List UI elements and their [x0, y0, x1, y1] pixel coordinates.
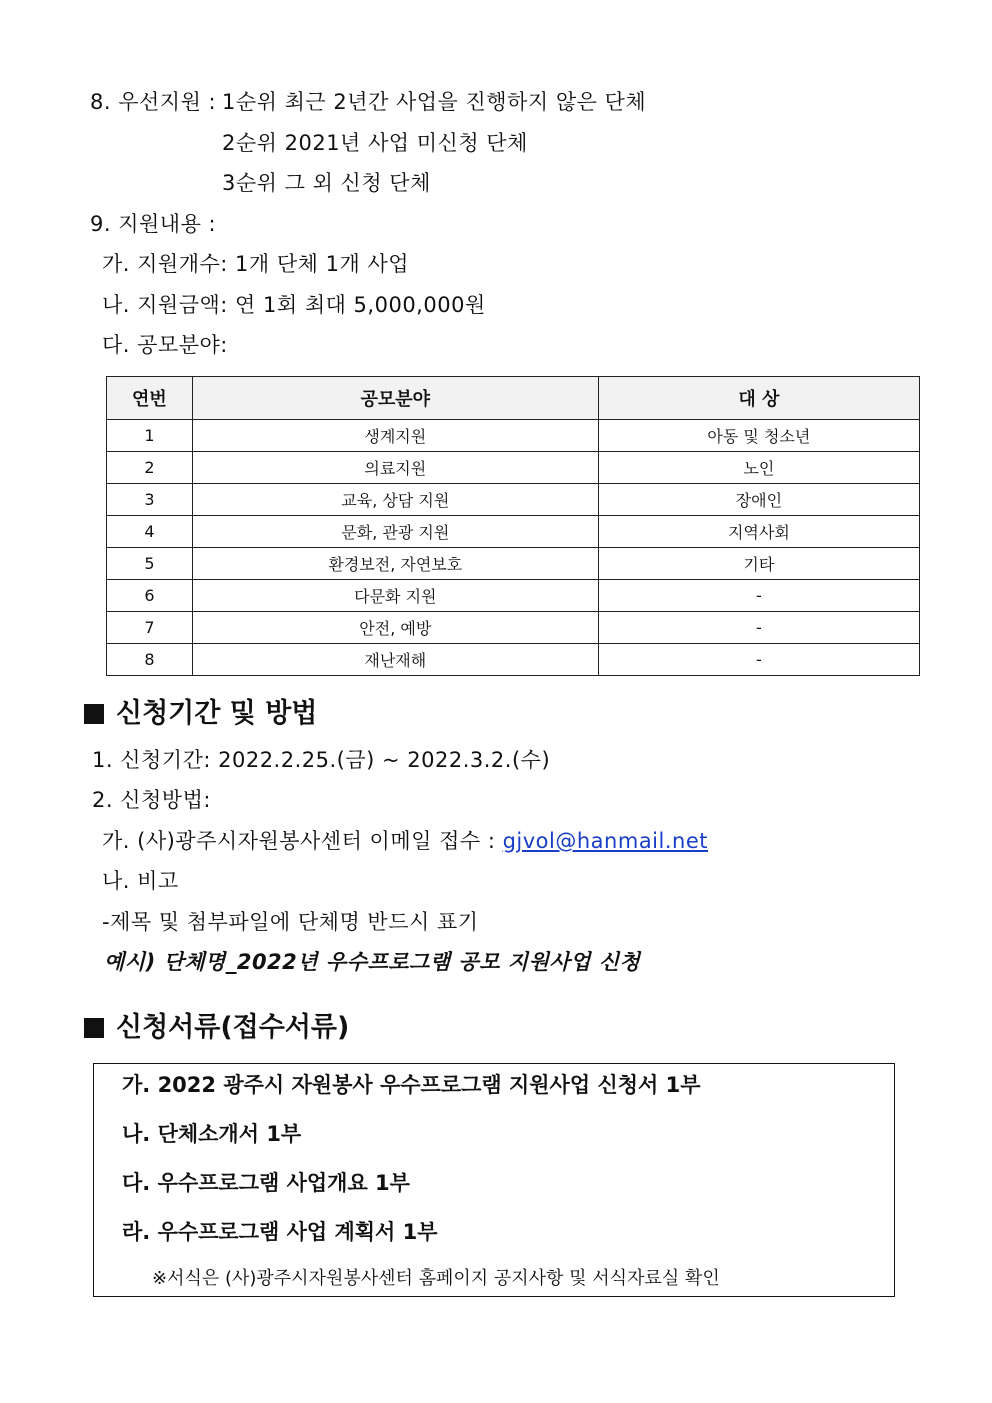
row-target: 기타	[598, 548, 919, 580]
documents-heading-text: 신청서류(접수서류)	[116, 1012, 350, 1043]
row-field: 생계지원	[192, 420, 598, 452]
square-bullet-icon	[84, 1018, 104, 1038]
priority-item-3: 3순위 그 외 신청 단체	[222, 171, 431, 195]
table-row	[107, 644, 920, 676]
priority-item-2: 2순위 2021년 사업 미신청 단체	[222, 131, 528, 155]
table-row	[107, 548, 920, 580]
table-row	[107, 452, 920, 484]
row-field: 안전, 예방	[192, 612, 598, 644]
priority-item-1: 1순위 최근 2년간 사업을 진행하지 않은 단체	[222, 90, 647, 114]
support-amount: 나. 지원금액: 연 1회 최대 5,000,000원	[102, 293, 486, 317]
row-target: 장애인	[598, 484, 919, 516]
row-field: 다문화 지원	[192, 580, 598, 612]
document-item: 라. 우수프로그램 사업 계획서 1부	[122, 1220, 438, 1244]
table-row	[107, 516, 920, 548]
example-text: 예시) 단체명_2022년 우수프로그램 공모 지원사업 신청	[104, 950, 641, 974]
table-row	[107, 580, 920, 612]
row-number: 8	[107, 644, 193, 676]
application-heading-text: 신청기간 및 방법	[116, 698, 318, 729]
fields-table	[106, 376, 920, 676]
document-item: 나. 단체소개서 1부	[122, 1122, 302, 1146]
row-field: 문화, 관광 지원	[192, 516, 598, 548]
row-field: 재난재해	[192, 644, 598, 676]
priority-label: 8. 우선지원 :	[90, 90, 217, 114]
remark-label: 나. 비고	[102, 869, 179, 893]
documents-heading	[84, 1011, 349, 1045]
email-link[interactable]: gjvol@hanmail.net	[502, 829, 708, 853]
application-method-label: 2. 신청방법:	[92, 788, 211, 812]
row-target: -	[598, 644, 919, 676]
application-period: 1. 신청기간: 2022.2.25.(금) ~ 2022.3.2.(수)	[92, 748, 551, 772]
row-number: 3	[107, 484, 193, 516]
row-field: 교육, 상담 지원	[192, 484, 598, 516]
table-row	[107, 484, 920, 516]
header-field: 공모분야	[192, 377, 598, 420]
table-row	[107, 612, 920, 644]
application-email-line	[102, 827, 708, 855]
row-number: 2	[107, 452, 193, 484]
documents-box	[93, 1063, 895, 1297]
document-item: 가. 2022 광주시 자원봉사 우수프로그램 지원사업 신청서 1부	[122, 1073, 701, 1097]
row-number: 6	[107, 580, 193, 612]
support-label: 9. 지원내용 :	[90, 212, 217, 236]
document-item: 다. 우수프로그램 사업개요 1부	[122, 1171, 410, 1195]
documents-note: ※서식은 (사)광주시자원봉사센터 홈페이지 공지사항 및 서식자료실 확인	[152, 1268, 720, 1289]
row-number: 1	[107, 420, 193, 452]
header-number: 연번	[107, 377, 193, 420]
row-number: 4	[107, 516, 193, 548]
row-target: -	[598, 612, 919, 644]
row-number: 5	[107, 548, 193, 580]
email-prefix: 가. (사)광주시자원봉사센터 이메일 접수 :	[102, 829, 503, 853]
table-row	[107, 420, 920, 452]
row-target: 아동 및 청소년	[598, 420, 919, 452]
row-target: -	[598, 580, 919, 612]
support-fields-label: 다. 공모분야:	[102, 333, 228, 357]
row-target: 노인	[598, 452, 919, 484]
remark-text: -제목 및 첨부파일에 단체명 반드시 표기	[102, 910, 479, 934]
header-target: 대 상	[598, 377, 919, 420]
row-number: 7	[107, 612, 193, 644]
row-field: 환경보전, 자연보호	[192, 548, 598, 580]
square-bullet-icon	[84, 704, 104, 724]
table-header-row	[107, 377, 920, 420]
application-heading	[84, 697, 317, 731]
support-count: 가. 지원개수: 1개 단체 1개 사업	[102, 252, 409, 276]
row-field: 의료지원	[192, 452, 598, 484]
row-target: 지역사회	[598, 516, 919, 548]
